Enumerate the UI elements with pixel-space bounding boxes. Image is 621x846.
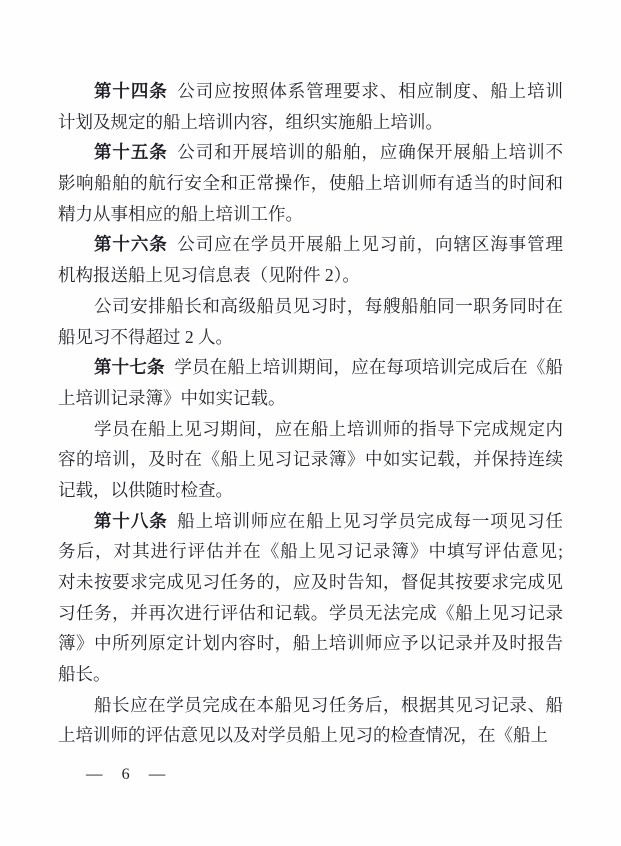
paragraph-line: 上培训记录簿》中如实记载。 <box>58 387 286 408</box>
paragraph <box>58 229 563 290</box>
line-text: 船上培训师应在船上见习学员完成每一项见习任 <box>177 510 564 531</box>
paragraph-line: 船长应在学员完成在本船见习任务后，根据其见习记录、船 <box>94 694 563 715</box>
paragraph-line: 船长。 <box>58 664 111 685</box>
line-text: 公司应在学员开展船上见习前，向辖区海事管理 <box>177 234 564 255</box>
paragraph <box>58 352 563 413</box>
paragraph-line: 容的培训，及时在《船上见习记录簿》中如实记载，并保持连续 <box>58 449 563 470</box>
paragraph-line <box>58 229 563 260</box>
line-text: 学员在船上培训期间，应在每项培训完成后在《船 <box>174 357 564 378</box>
article-number: 第十四条 <box>94 81 168 101</box>
paragraph-line: 计划及规定的船上培训内容，组织实施船上培训。 <box>58 111 443 132</box>
paragraph-line: 记载，以供随时检查。 <box>58 479 233 500</box>
article-number: 第十五条 <box>94 142 168 163</box>
paragraph-line: 务后，对其进行评估并在《船上见习记录簿》中填写评估意见; <box>58 541 563 562</box>
paragraph-line <box>58 76 563 107</box>
paragraph <box>58 414 563 506</box>
paragraph-line: 机构报送船上见习信息表（见附件 2）。 <box>58 265 360 286</box>
paragraph-line: 学员在船上见习期间，应在船上培训师的指导下完成规定内 <box>94 418 563 439</box>
paragraph <box>58 506 563 690</box>
footer-dash-right: — <box>148 764 166 783</box>
paragraph-line <box>58 137 563 168</box>
page-number: 6 <box>121 766 130 783</box>
paragraph-line: 簿》中所列原定计划内容时，船上培训师应予以记录并及时报告 <box>58 633 563 654</box>
paragraph-line: 公司安排船长和高级船员见习时，每艘船舶同一职务同时在 <box>94 295 563 316</box>
line-text: 公司和开展培训的船舶，应确保开展船上培训不 <box>177 142 564 163</box>
article-number: 第十六条 <box>94 234 168 255</box>
paragraph <box>58 76 563 137</box>
paragraph-line <box>58 352 563 383</box>
paragraph-line: 影响船舶的航行安全和正常操作，使船上培训师有适当的时间和 <box>58 173 563 194</box>
paragraph-line: 习任务，并再次进行评估和记载。学员无法完成《船上见习记录 <box>58 602 563 623</box>
paragraph-line: 上培训师的评估意见以及对学员船上见习的检查情况，在《船上 <box>58 725 548 746</box>
paragraph <box>58 291 563 352</box>
page-footer <box>86 763 165 786</box>
article-number: 第十八条 <box>94 510 168 531</box>
paragraph-line: 船见习不得超过 2 人。 <box>58 326 233 347</box>
paragraph-line: 精力从事相应的船上培训工作。 <box>58 203 303 224</box>
article-number: 第十七条 <box>94 357 165 378</box>
line-text: 公司应按照体系管理要求、相应制度、船上培训 <box>177 81 564 101</box>
paragraph <box>58 137 563 229</box>
paragraph <box>58 690 563 751</box>
paragraph-line <box>58 506 563 537</box>
document-body <box>58 76 563 751</box>
footer-dash-left: — <box>86 764 103 783</box>
paragraph-line: 对未按要求完成见习任务的，应及时告知，督促其按要求完成见 <box>58 572 563 592</box>
